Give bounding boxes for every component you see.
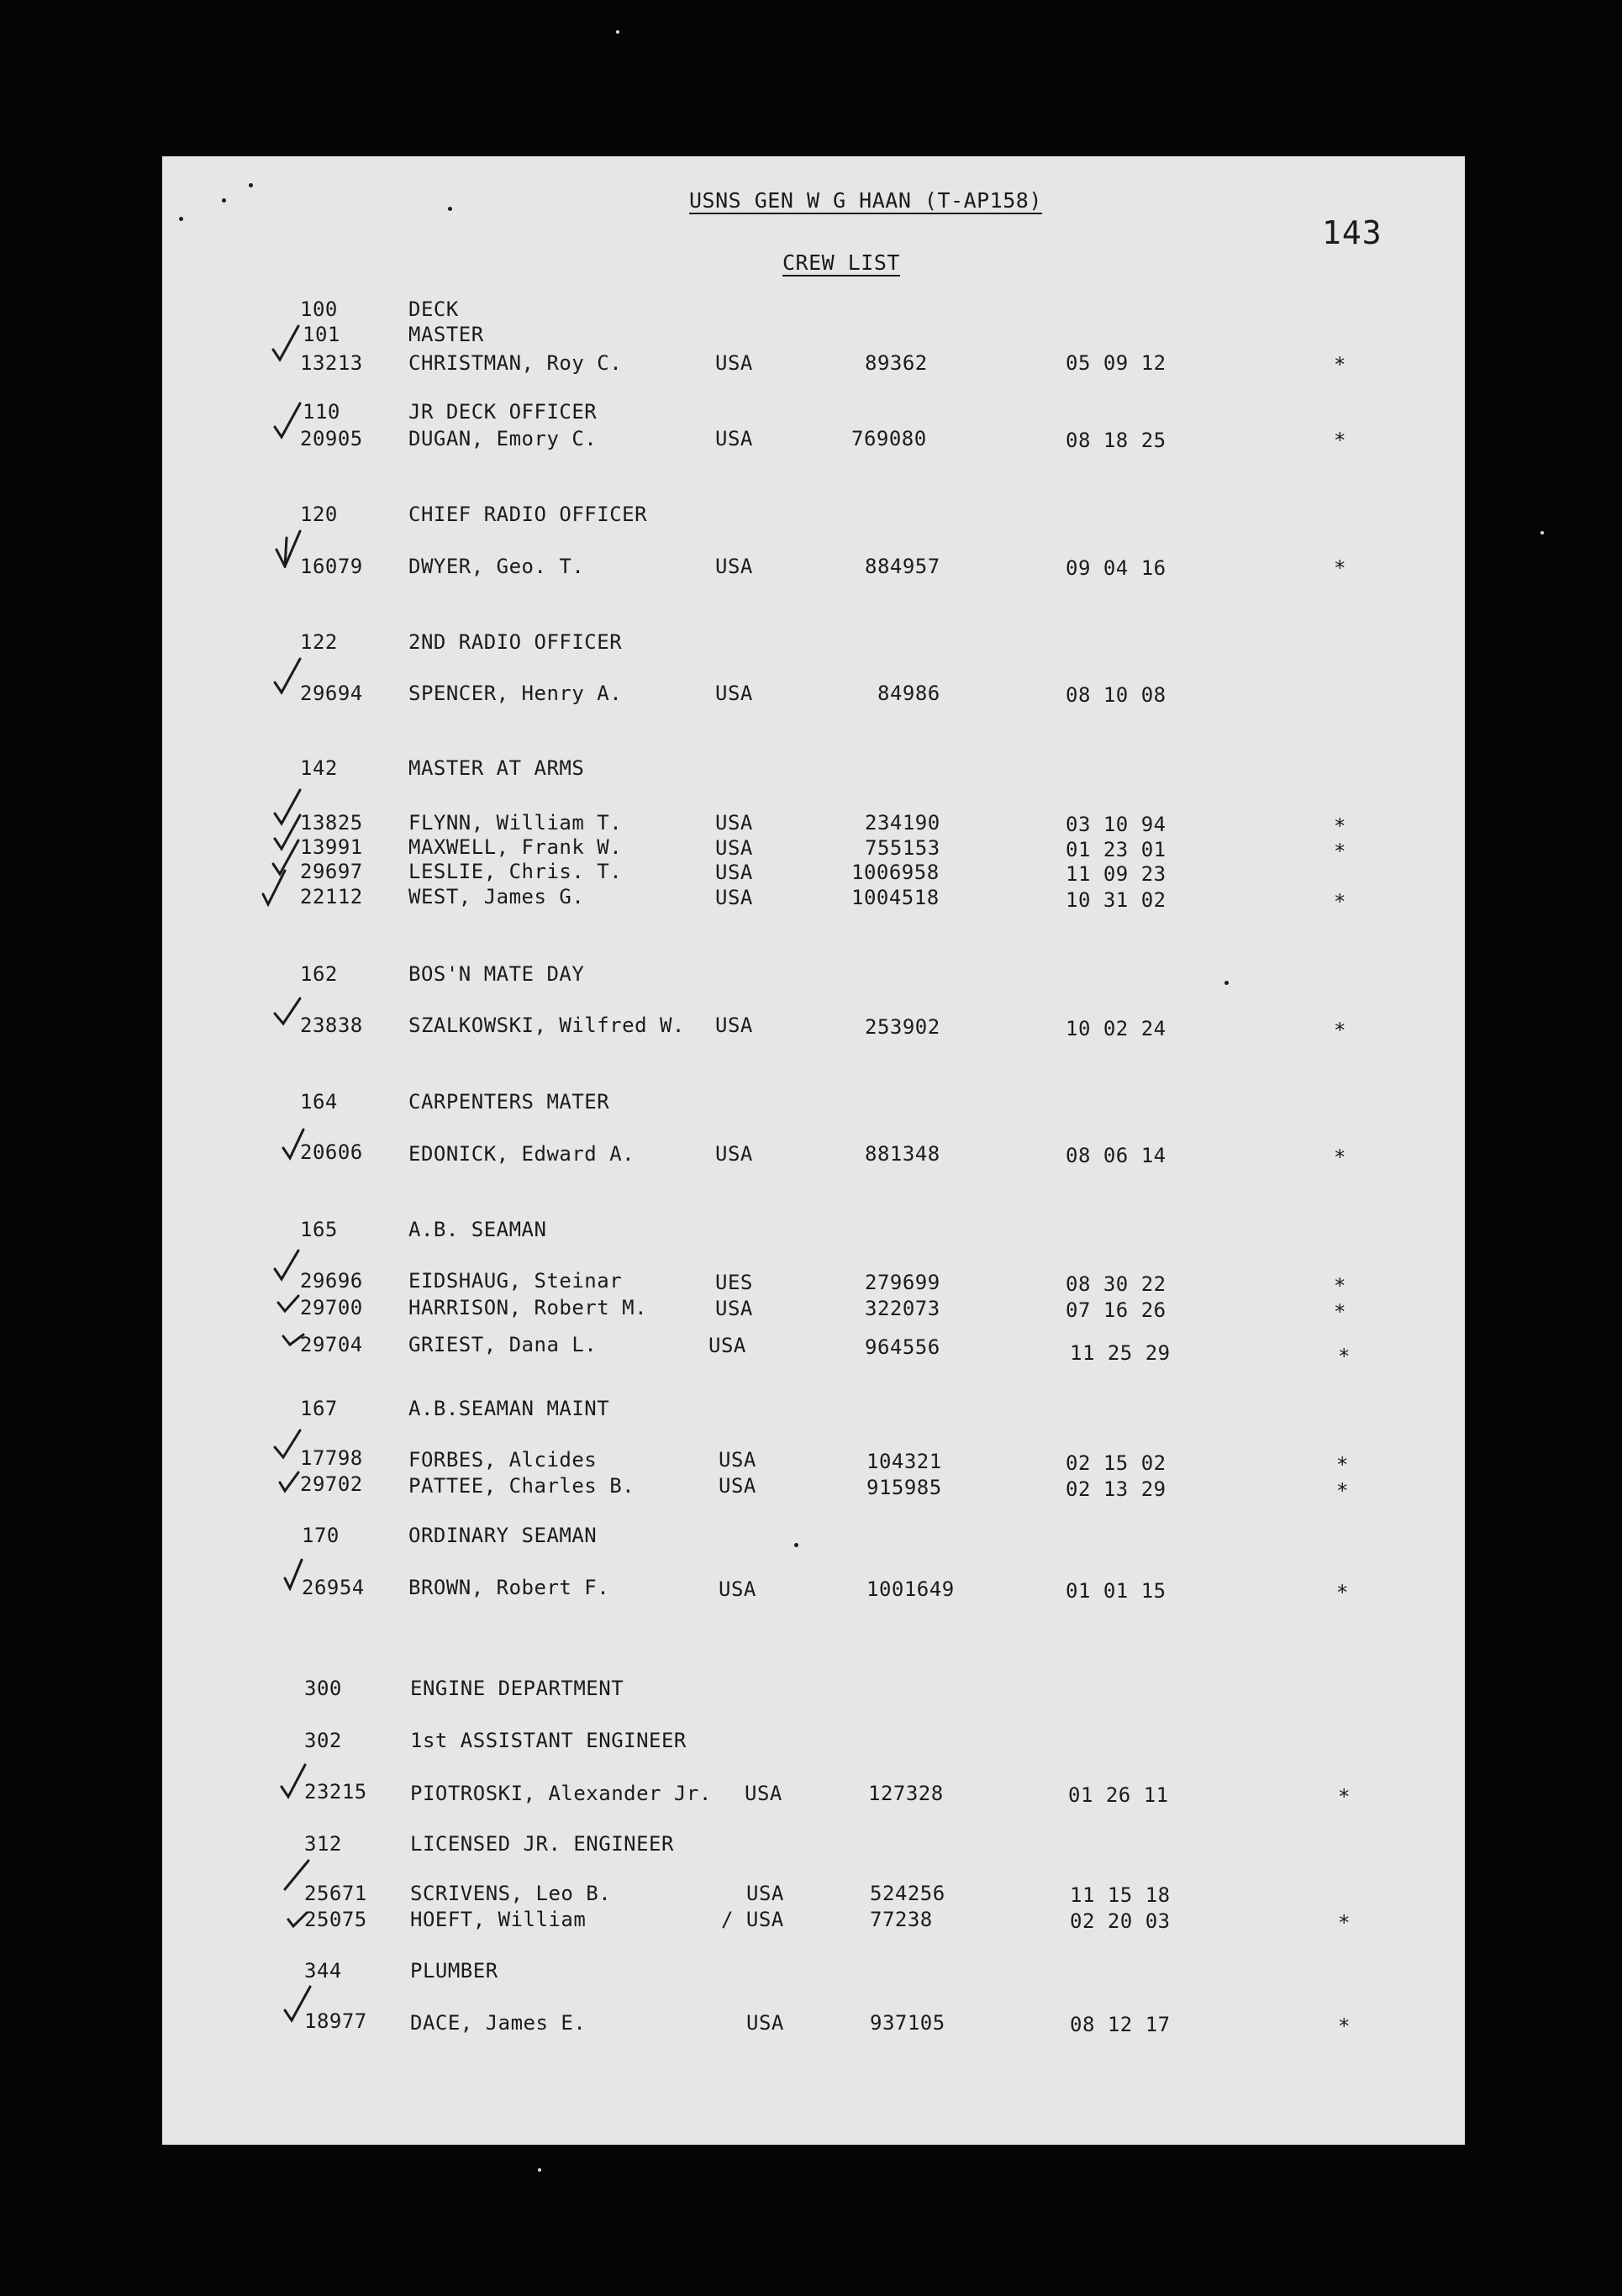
section-title: CARPENTERS MATER: [408, 1090, 610, 1114]
section-title: MASTER AT ARMS: [408, 756, 585, 780]
crew-id: 26954: [302, 1576, 365, 1599]
crew-nationality: USA: [746, 1882, 784, 1905]
crew-cert-number: 1006958: [851, 861, 940, 884]
crew-mark: *: [1336, 1581, 1349, 1604]
crew-date: 02 20 03: [1070, 1909, 1171, 1933]
section-code: 122: [300, 630, 338, 654]
crew-name: DACE, James E.: [410, 2011, 587, 2035]
crew-cert-number: 524256: [870, 1882, 945, 1905]
crew-date: 08 10 08: [1066, 683, 1166, 707]
crew-mark: *: [1334, 840, 1346, 863]
section-code: 312: [304, 1832, 342, 1856]
crew-cert-number: 89362: [865, 351, 928, 375]
check-mark-icon: [271, 324, 300, 363]
speck: [448, 207, 452, 211]
crew-id: 29697: [300, 860, 363, 883]
crew-mark: *: [1336, 1479, 1349, 1503]
section-title: JR DECK OFFICER: [408, 400, 598, 424]
crew-nationality: USA: [708, 1334, 746, 1357]
crew-date: 10 31 02: [1066, 888, 1166, 912]
section-code: 100: [300, 298, 338, 321]
crew-mark: *: [1338, 1785, 1351, 1809]
crew-date: 01 01 15: [1066, 1579, 1166, 1603]
crew-nationality: USA: [715, 1142, 753, 1166]
crew-id: 29696: [300, 1269, 363, 1293]
crew-date: 08 12 17: [1070, 2013, 1171, 2036]
section-title: 1st ASSISTANT ENGINEER: [410, 1729, 687, 1752]
section-title: 2ND RADIO OFFICER: [408, 630, 623, 654]
crew-date: 02 13 29: [1066, 1477, 1166, 1501]
section-code: 344: [304, 1959, 342, 1983]
crew-mark: *: [1334, 890, 1346, 914]
crew-name: SPENCER, Henry A.: [408, 682, 623, 705]
section-code: 165: [300, 1218, 338, 1241]
crew-cert-number: 937105: [870, 2011, 945, 2035]
crew-nationality: USA: [745, 1782, 782, 1805]
speck: [538, 2168, 541, 2172]
crew-date: 01 26 11: [1068, 1783, 1169, 1807]
crew-date: 10 02 24: [1066, 1017, 1166, 1040]
crew-nationality: USA: [715, 1297, 753, 1320]
crew-name: MAXWELL, Frank W.: [408, 835, 623, 859]
crew-id: 29704: [300, 1333, 363, 1356]
crew-date: 01 23 01: [1066, 838, 1166, 861]
crew-nationality: UES: [715, 1271, 753, 1294]
crew-cert-number: 1001649: [866, 1577, 955, 1601]
crew-id: 29700: [300, 1296, 363, 1319]
crew-cert-number: 104321: [866, 1450, 942, 1473]
crew-date: 07 16 26: [1066, 1298, 1166, 1322]
crew-mark: *: [1336, 1453, 1349, 1477]
crew-cert-number: 964556: [865, 1335, 940, 1359]
speck: [1224, 981, 1229, 985]
crew-date: 03 10 94: [1066, 813, 1166, 836]
crew-date: 05 09 12: [1066, 351, 1166, 375]
crew-date: 08 30 22: [1066, 1272, 1166, 1296]
crew-cert-number: 322073: [865, 1297, 940, 1320]
check-mark-icon: [275, 529, 303, 568]
crew-nationality: USA: [719, 1448, 756, 1472]
check-mark-icon: [280, 1319, 308, 1358]
crew-nationality: USA: [715, 682, 753, 705]
crew-name: HOEFT, William: [410, 1908, 587, 1931]
crew-id: 23838: [300, 1014, 363, 1037]
crew-id: 25671: [304, 1882, 367, 1905]
crew-nationality: USA: [715, 836, 753, 860]
crew-id: 18977: [304, 2009, 367, 2033]
check-mark-icon: [280, 1761, 308, 1800]
crew-date: 08 18 25: [1066, 429, 1166, 452]
crew-cert-number: 84986: [877, 682, 940, 705]
crew-cert-number: 234190: [865, 811, 940, 835]
crew-mark: *: [1334, 429, 1346, 452]
section-code: 162: [300, 962, 338, 986]
ship-title: USNS GEN W G HAAN (T-AP158): [689, 188, 1042, 213]
crew-name: DUGAN, Emory C.: [408, 427, 598, 450]
page-number: 143: [1322, 214, 1382, 251]
section-code: 170: [302, 1524, 340, 1547]
section-title: ORDINARY SEAMAN: [408, 1524, 598, 1547]
crew-cert-number: 127328: [868, 1782, 944, 1805]
crew-name: EDONICK, Edward A.: [408, 1142, 635, 1166]
crew-nationality: USA: [746, 2011, 784, 2035]
crew-nationality: USA: [715, 427, 753, 450]
crew-nationality: USA: [715, 555, 753, 578]
crew-mark: *: [1338, 1911, 1351, 1935]
section-title: LICENSED JR. ENGINEER: [410, 1832, 674, 1856]
crew-date: 11 09 23: [1066, 862, 1166, 886]
check-mark-icon: [283, 1556, 312, 1595]
crew-nationality: USA: [719, 1577, 756, 1601]
crew-mark: *: [1338, 1345, 1351, 1368]
crew-cert-number: 279699: [865, 1271, 940, 1294]
crew-nationality: USA: [715, 811, 753, 835]
section-title: CHIEF RADIO OFFICER: [408, 503, 648, 526]
section-title: DECK: [408, 298, 459, 321]
crew-mark: *: [1338, 2014, 1351, 2038]
crew-id: 13825: [300, 811, 363, 835]
crew-name: FLYNN, William T.: [408, 811, 623, 835]
crew-name: SCRIVENS, Leo B.: [410, 1882, 612, 1905]
check-mark-icon: [273, 1247, 302, 1286]
crew-nationality: USA: [715, 1014, 753, 1037]
section-title: PLUMBER: [410, 1959, 498, 1983]
crew-cert-number: 884957: [865, 555, 940, 578]
check-mark-icon: [282, 1126, 310, 1165]
crew-id: 13213: [300, 351, 363, 375]
check-mark-icon: [273, 402, 302, 440]
section-title: BOS'N MATE DAY: [408, 962, 585, 986]
crew-mark: *: [1334, 353, 1346, 377]
crew-id: 22112: [300, 885, 363, 908]
crew-mark: *: [1334, 1019, 1346, 1042]
crew-list-title: CREW LIST: [782, 250, 900, 275]
crew-date: 11 25 29: [1070, 1341, 1171, 1365]
crew-nationality: USA: [719, 1474, 756, 1498]
speck: [222, 198, 226, 203]
crew-id: 17798: [300, 1446, 363, 1470]
section-title: A.B.SEAMAN MAINT: [408, 1397, 610, 1420]
crew-cert-number: 1004518: [851, 886, 940, 909]
crew-mark: *: [1334, 1300, 1346, 1324]
crew-mark: *: [1334, 1274, 1346, 1298]
speck: [1540, 531, 1544, 535]
section-code: 101: [303, 323, 340, 346]
crew-nationality: USA: [715, 886, 753, 909]
speck: [179, 217, 183, 221]
speck: [249, 183, 253, 187]
section-title: MASTER: [408, 323, 484, 346]
crew-cert-number: 769080: [851, 427, 927, 450]
check-mark-icon: [285, 1896, 313, 1935]
check-mark-icon: [275, 1282, 303, 1321]
crew-mark: *: [1334, 1145, 1346, 1169]
crew-name: PATTEE, Charles B.: [408, 1474, 635, 1498]
crew-mark: *: [1334, 814, 1346, 838]
check-mark-icon: [283, 1985, 312, 2024]
crew-id: 20905: [300, 427, 363, 450]
crew-cert-number: 755153: [865, 836, 940, 860]
crew-name: FORBES, Alcides: [408, 1448, 598, 1472]
check-mark-icon: [283, 1859, 312, 1898]
crew-id: 16079: [300, 555, 363, 578]
crew-date: 08 06 14: [1066, 1144, 1166, 1167]
section-code: 300: [304, 1677, 342, 1700]
section-code: 110: [303, 400, 340, 424]
speck: [794, 1543, 798, 1547]
crew-nationality: USA: [715, 351, 753, 375]
crew-id: 20606: [300, 1140, 363, 1164]
crew-date: 02 15 02: [1066, 1451, 1166, 1475]
section-title: ENGINE DEPARTMENT: [410, 1677, 624, 1700]
crew-cert-number: 77238: [870, 1908, 933, 1931]
crew-nationality: / USA: [721, 1908, 784, 1931]
section-code: 142: [300, 756, 338, 780]
check-mark-icon: [276, 1461, 305, 1499]
crew-name: PIOTROSKI, Alexander Jr.: [410, 1782, 712, 1805]
crew-name: WEST, James G.: [408, 885, 585, 908]
check-mark-icon: [273, 657, 302, 696]
crew-mark: *: [1334, 556, 1346, 580]
crew-id: 13991: [300, 835, 363, 859]
section-code: 167: [300, 1397, 338, 1420]
speck: [616, 30, 619, 34]
check-mark-icon: [261, 869, 290, 908]
crew-cert-number: 253902: [865, 1015, 940, 1039]
crew-name: HARRISON, Robert M.: [408, 1296, 648, 1319]
crew-date: 11 15 18: [1070, 1883, 1171, 1907]
crew-date: 09 04 16: [1066, 556, 1166, 580]
crew-name: DWYER, Geo. T.: [408, 555, 585, 578]
crew-id: 23215: [304, 1780, 367, 1804]
crew-id: 29702: [300, 1472, 363, 1496]
crew-name: GRIEST, Dana L.: [408, 1333, 598, 1356]
section-code: 120: [300, 503, 338, 526]
section-title: A.B. SEAMAN: [408, 1218, 547, 1241]
crew-name: LESLIE, Chris. T.: [408, 860, 623, 883]
crew-id: 29694: [300, 682, 363, 705]
crew-name: BROWN, Robert F.: [408, 1576, 610, 1599]
crew-id: 25075: [304, 1908, 367, 1931]
check-mark-icon: [273, 992, 302, 1030]
section-code: 302: [304, 1729, 342, 1752]
crew-name: CHRISTMAN, Roy C.: [408, 351, 623, 375]
crew-name: EIDSHAUG, Steinar: [408, 1269, 623, 1293]
crew-name: SZALKOWSKI, Wilfred W.: [408, 1014, 685, 1037]
section-code: 164: [300, 1090, 338, 1114]
crew-nationality: USA: [715, 861, 753, 884]
crew-cert-number: 915985: [866, 1476, 942, 1499]
crew-cert-number: 881348: [865, 1142, 940, 1166]
